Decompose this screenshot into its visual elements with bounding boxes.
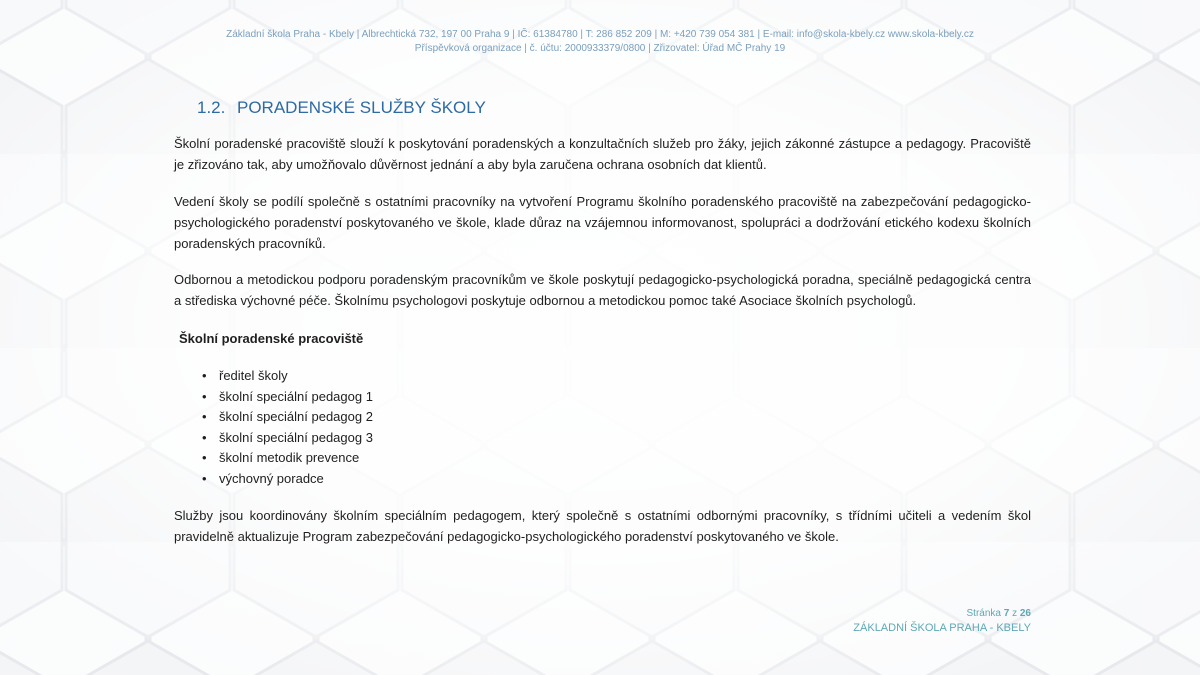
document-body xyxy=(174,133,1031,547)
section-heading xyxy=(197,98,486,118)
paragraph: Vedení školy se podílí společně s ostatními pracovníky na vytvoření Programu školního poradenského pracoviště na zabezpečování pedagogicko-psychologického poradenství poskytovaného ve škole, klade důraz na vzájemnou informovanost, spolupráci a dodržování etického kodexu školních poradenských pracovníků. xyxy=(174,194,1031,251)
footer-school-name: ZÁKLADNÍ ŠKOLA PRAHA - KBELY xyxy=(853,622,1031,634)
paragraph: Služby jsou koordinovány školním speciálním pedagogem, který společně s ostatními odbornými pracovníky, s třídními učiteli a vedením škol pravidelně aktualizuje Program zabezpečování pedagogicko-psychologického poradenství poskytovaného ve škole. xyxy=(174,508,1031,544)
list-item: • školní speciální pedagog 2 xyxy=(202,407,1031,428)
page-current: 7 xyxy=(1003,608,1010,619)
list-item: • ředitel školy xyxy=(202,366,1031,387)
page-label: Stránka xyxy=(966,608,1001,619)
header-organization-line: Příspěvková organizace | č. účtu: 2000933379/0800 | Zřizovatel: Úřad MČ Prahy 19 xyxy=(414,43,786,54)
staff-list xyxy=(174,366,1031,489)
page-number xyxy=(853,606,1031,621)
section-number: 1.2. xyxy=(197,98,226,117)
page-of: z xyxy=(1012,608,1018,619)
paragraph: Odbornou a metodickou podporu poradenským pracovníkům ve škole poskytují pedagogicko-psychologická poradna, speciálně pedagogická centra a střediska výchovné péče. Školnímu psychologovi poskytuje odbornou a metodickou pomoc také Asociace školních psychologů. xyxy=(174,272,1031,308)
page-header xyxy=(150,28,1050,56)
header-contact-line: Základní škola Praha - Kbely | Albrechtická 732, 197 00 Praha 9 | IČ: 61384780 | T: 286 852 209 | M: +420 739 054 381 | E-mail: info@skola-kbely.cz www.skola-kbely.cz xyxy=(226,29,974,40)
list-item: • školní speciální pedagog 1 xyxy=(202,387,1031,408)
paragraph: Školní poradenské pracoviště slouží k poskytování poradenských a konzultačních služeb pro žáky, jejich zákonné zástupce a pedagogy. Pracoviště je zřizováno tak, aby umožňovalo důvěrnost jednání a aby byla zaručena ochrana osobních dat klientů. xyxy=(174,136,1031,172)
list-item: • školní metodik prevence xyxy=(202,448,1031,469)
section-title: PORADENSKÉ SLUŽBY ŠKOLY xyxy=(237,98,486,117)
list-item: • školní speciální pedagog 3 xyxy=(202,428,1031,449)
page-total: 26 xyxy=(1019,608,1031,619)
page-footer xyxy=(853,606,1031,636)
list-heading: Školní poradenské pracoviště xyxy=(179,331,364,346)
list-item: • výchovný poradce xyxy=(202,469,1031,490)
